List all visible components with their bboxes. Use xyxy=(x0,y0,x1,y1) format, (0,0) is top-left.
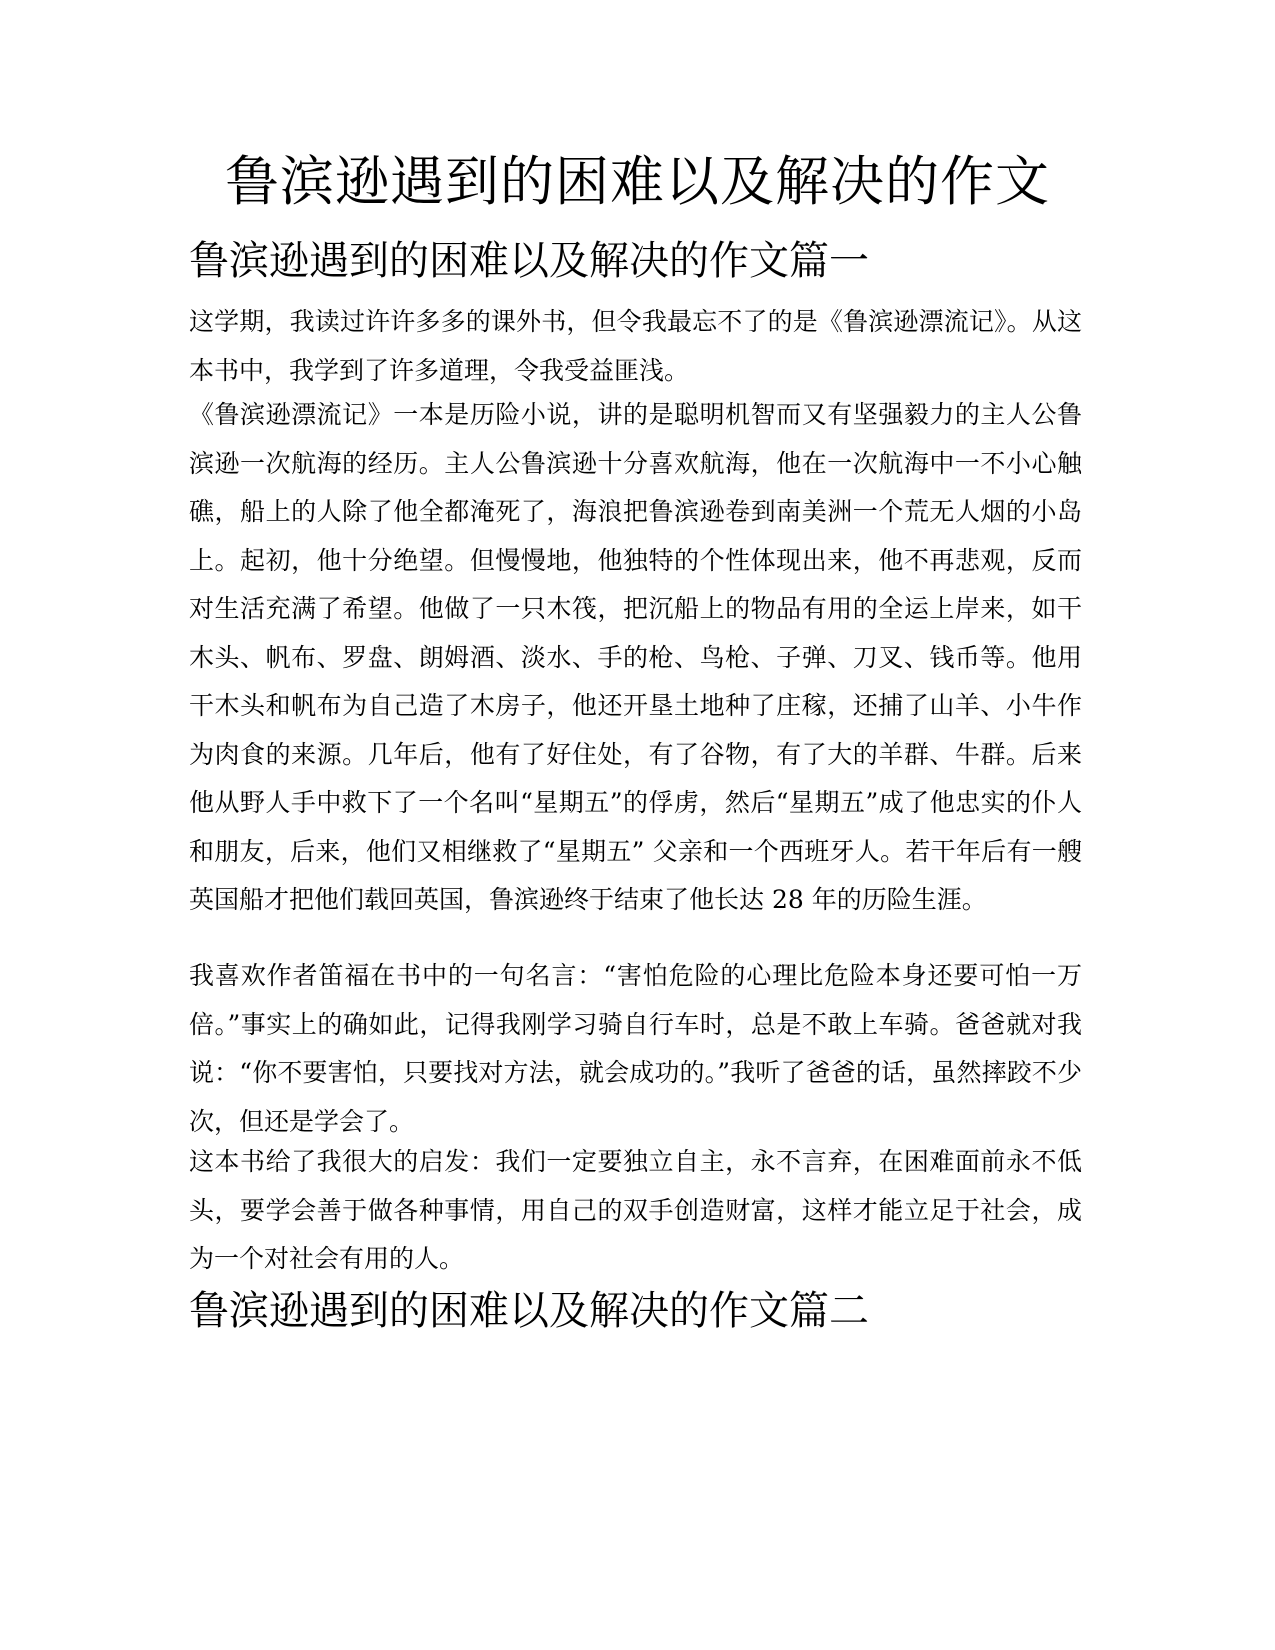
paragraph-3: 我喜欢作者笛福在书中的一句名言：“害怕危险的心理比危险本身还要可怕一万倍。”事实上的确如此，记得我刚学习骑自行车时，总是不敢上车骑。爸爸就对我说：“你不要害怕，只要找对方法，就会成功的。”我听了爸爸的话，虽然摔跤不少次，但还是学会了。 xyxy=(189,961,1082,1136)
paragraph-1: 这学期，我读过许许多多的课外书，但令我最忘不了的是《鲁滨逊漂流记》。从这本书中，我学到了许多道理，令我受益匪浅。 xyxy=(189,307,1082,385)
section-heading-1: 鲁滨逊遇到的困难以及解决的作文篇一 xyxy=(189,238,869,284)
paragraph-4: 这本书给了我很大的启发：我们一定要独立自主，永不言弃，在困难面前永不低头，要学会善于做各种事情，用自己的双手创造财富，这样才能立足于社会，成为一个对社会有用的人。 xyxy=(189,1147,1082,1273)
section-heading-2: 鲁滨逊遇到的困难以及解决的作文篇二 xyxy=(189,1288,869,1334)
document-title: 鲁滨逊遇到的困难以及解决的作文 xyxy=(225,150,1050,213)
paragraph-2: 《鲁滨逊漂流记》一本是历险小说，讲的是聪明机智而又有坚强毅力的主人公鲁滨逊一次航海的经历。主人公鲁滨逊十分喜欢航海，他在一次航海中一不小心触礁，船上的人除了他全都淹死了，海浪把鲁滨逊卷到南美洲一个荒无人烟的小岛上。起初，他十分绝望。但慢慢地，他独特的个性体现出来，他不再悲观，反而对生活充满了希望。他做了一只木筏，把沉船上的物品有用的全运上岸来，如干木头、帆布、罗盘、朗姆酒、淡水、手的枪、鸟枪、子弹、刀叉、钱币等。他用干木头和帆布为自己造了木房子，他还开垦土地种了庄稼，还捕了山羊、小牛作为肉食的来源。几年后，他有了好住处，有了谷物，有了大的羊群、牛群。后来他从野人手中救下了一个名叫“星期五”的俘虏，然后“星期五”成了他忠实的仆人和朋友，后来，他们又相继救了“星期五” 父亲和一个西班牙人。若干年后有一艘英国船才把他们载回英国，鲁滨逊终于结束了他长达 28 年的历险生涯。 xyxy=(189,400,1082,914)
